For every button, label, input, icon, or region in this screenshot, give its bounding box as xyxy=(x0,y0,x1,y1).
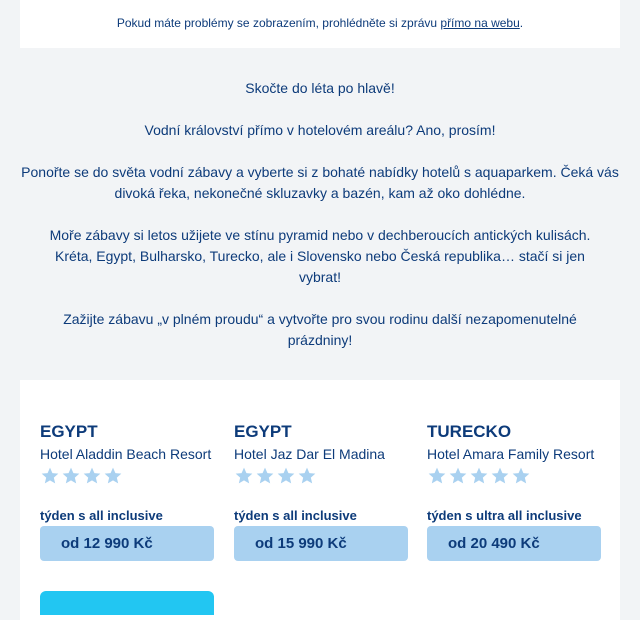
offers-section xyxy=(20,380,620,620)
offer-board-type: týden s all inclusive xyxy=(234,508,357,523)
star-icon xyxy=(234,466,254,486)
star-icon xyxy=(511,466,531,486)
notice-text: Pokud máte problémy se zobrazením, prohlédněte si zprávu xyxy=(116,16,441,30)
star-rating xyxy=(234,466,318,486)
intro-paragraph: Ponořte se do světa vodní zábavy a vyberte si z bohaté nabídky hotelů s aquaparkem. Čeká vás divoká řeka, nekonečné skluzavky a bazén, kam až oko dohlédne. xyxy=(21,164,619,201)
star-icon xyxy=(82,466,102,486)
intro-paragraph: Vodní království přímo v hotelovém areálu? Ano, prosím! xyxy=(144,122,496,138)
offer-hotel-name[interactable]: Hotel Amara Family Resort xyxy=(427,446,595,462)
view-in-browser-link[interactable]: přímo na webu xyxy=(440,16,520,30)
star-icon xyxy=(61,466,81,486)
price-button[interactable]: od 15 990 Kč xyxy=(234,526,408,561)
star-icon xyxy=(448,466,468,486)
intro-headline: Skočte do léta po hlavě! xyxy=(245,80,395,96)
star-icon xyxy=(255,466,275,486)
star-icon xyxy=(469,466,489,486)
view-online-notice xyxy=(20,16,620,30)
offer-hotel-name[interactable]: Hotel Jaz Dar El Madina xyxy=(234,446,385,462)
star-rating xyxy=(427,466,532,486)
cta-button[interactable] xyxy=(40,591,214,615)
intro-paragraph: Moře zábavy si letos užijete ve stínu pyramid nebo v dechberoucích antických kulisách. Kréta, Egypt, Bulharsko, Turecko, ale i Slovensko nebo Česká republika… stačí si jen vybrat! xyxy=(49,227,591,285)
price-button[interactable]: od 12 990 Kč xyxy=(40,526,214,561)
offer-board-type: týden s ultra all inclusive xyxy=(427,508,582,523)
star-icon xyxy=(40,466,60,486)
offer-country: EGYPT xyxy=(40,422,98,441)
star-icon xyxy=(297,466,317,486)
notice-suffix: . xyxy=(519,16,524,30)
offer-board-type: týden s all inclusive xyxy=(40,508,163,523)
star-icon xyxy=(103,466,123,486)
offer-country: TURECKO xyxy=(427,422,512,441)
star-icon xyxy=(427,466,447,486)
offer-hotel-name[interactable]: Hotel Aladdin Beach Resort xyxy=(40,446,212,462)
price-button[interactable]: od 20 490 Kč xyxy=(427,526,601,561)
star-rating xyxy=(40,466,124,486)
star-icon xyxy=(490,466,510,486)
intro-paragraph: Zažijte zábavu „v plném proudu“ a vytvořte pro svou rodinu další nezapomenutelné prázdniny! xyxy=(63,311,577,348)
star-icon xyxy=(276,466,296,486)
offer-country: EGYPT xyxy=(234,422,292,441)
header-bar xyxy=(20,0,620,48)
